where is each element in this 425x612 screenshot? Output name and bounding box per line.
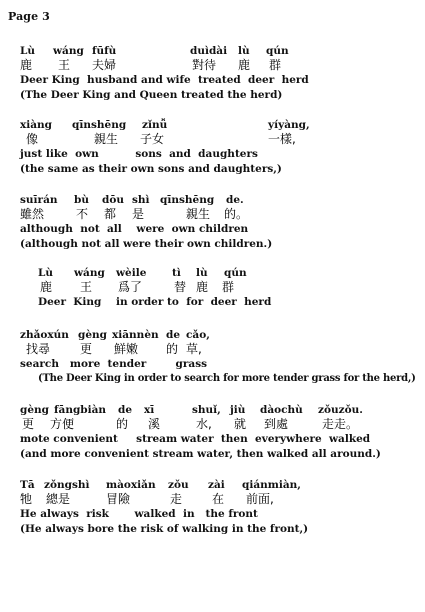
chinese-word: 親生 (186, 207, 211, 221)
pinyin-line (20, 193, 420, 207)
pinyin-word: qiánmiàn, (242, 479, 301, 491)
gloss-line: just like own sons and daughters (20, 148, 258, 160)
translation-line: (although not all were their own children.) (20, 237, 273, 250)
chinese-word: 更 (22, 417, 35, 431)
pinyin-word: zǒuzǒu. (318, 404, 363, 416)
pinyin-word: zǒngshì (44, 479, 90, 491)
verse-block-5 (20, 328, 425, 386)
pinyin-word: wáng (53, 45, 84, 57)
chinese-word: 像 (26, 132, 39, 146)
pinyin-word: de. (226, 194, 244, 206)
chinese-word: 雖然 (20, 207, 45, 221)
chinese-word: 替 (174, 280, 187, 294)
chinese-word: 就 (234, 417, 247, 431)
verse-block-7 (20, 478, 420, 536)
pinyin-word: lù (238, 45, 250, 57)
pinyin-word: xiānnèn (112, 329, 159, 341)
translation-line: (The Deer King in order to search for more tender grass for the herd,) (38, 372, 416, 384)
pinyin-word: qún (266, 45, 289, 57)
pinyin-word: màoxiǎn (106, 479, 156, 491)
chinese-word: 的 (166, 342, 179, 356)
pinyin-line (20, 118, 420, 132)
gloss-line: although not all were own children (20, 223, 249, 235)
pinyin-word: wáng (74, 267, 105, 279)
verse-block-1 (20, 44, 420, 102)
pinyin-word: zǒu (168, 479, 189, 491)
pinyin-word: wèile (116, 267, 147, 279)
chinese-line (20, 492, 420, 507)
gloss-line: search more tender grass (20, 358, 208, 370)
chinese-word: 牠 (20, 492, 33, 506)
chinese-word: 子女 (140, 132, 165, 146)
pinyin-word: bù (74, 194, 89, 206)
pinyin-word: zài (208, 479, 225, 491)
pinyin-word: jiù (230, 404, 246, 416)
chinese-word: 群 (222, 280, 235, 294)
chinese-word: 親生 (94, 132, 119, 146)
chinese-word: 更 (80, 342, 93, 356)
chinese-line (20, 417, 420, 432)
pinyin-word: fāngbiàn (54, 404, 107, 416)
pinyin-word: Tā (20, 479, 35, 491)
chinese-word: 到處 (264, 417, 289, 431)
pinyin-word: dàochù (260, 404, 303, 416)
pinyin-word: gèng (20, 404, 49, 416)
chinese-word: 草, (186, 342, 202, 356)
pinyin-word: Lù (38, 267, 54, 279)
pinyin-word: duìdài (190, 45, 228, 57)
chinese-word: 方便 (50, 417, 75, 431)
pinyin-word: qīnshēng (160, 194, 215, 206)
pinyin-word: xī (144, 404, 155, 416)
chinese-line (38, 280, 418, 295)
verse-block-3 (20, 193, 420, 251)
chinese-word: 是 (132, 207, 145, 221)
pinyin-word: shuǐ, (192, 404, 221, 416)
pinyin-word: fūfù (92, 45, 117, 57)
pinyin-word: tì (172, 267, 181, 279)
chinese-word: 鹿 (238, 58, 251, 72)
translation-line: (the same as their own sons and daughters,) (20, 162, 282, 175)
chinese-word: 鹿 (20, 58, 33, 72)
pinyin-line (38, 266, 418, 280)
pinyin-word: de (118, 404, 133, 416)
translation-line: (The Deer King and Queen treated the herd) (20, 88, 283, 101)
translation-line: (He always bore the risk of walking in the front,) (20, 522, 309, 535)
translation-line: (and more convenient stream water, then walked all around.) (20, 447, 381, 460)
pinyin-word: dōu (102, 194, 124, 206)
gloss-line: mote convenient stream water then everywhere walked (20, 433, 371, 445)
pinyin-line (20, 403, 420, 417)
chinese-word: 前面, (246, 492, 274, 506)
page-title: Page 3 (8, 10, 50, 23)
pinyin-word: gèng (78, 329, 107, 341)
chinese-word: 都 (104, 207, 117, 221)
chinese-word: 水, (196, 417, 212, 431)
chinese-word: 鮮嫩 (114, 342, 139, 356)
chinese-word: 王 (58, 58, 71, 72)
pinyin-word: suīrán (20, 194, 58, 206)
chinese-word: 夫婦 (92, 58, 117, 72)
chinese-word: 的。 (224, 207, 249, 221)
chinese-word: 不 (76, 207, 89, 221)
chinese-word: 溪 (148, 417, 161, 431)
chinese-word: 冒險 (106, 492, 131, 506)
pinyin-line (20, 478, 420, 492)
chinese-line (20, 207, 420, 222)
chinese-word: 的 (116, 417, 129, 431)
chinese-line (20, 58, 420, 73)
chinese-word: 總是 (46, 492, 71, 506)
chinese-word: 對待 (192, 58, 217, 72)
pinyin-word: yíyàng, (268, 119, 310, 131)
chinese-word: 在 (212, 492, 225, 506)
chinese-line (20, 342, 425, 357)
pinyin-line (20, 44, 420, 58)
chinese-word: 走走。 (322, 417, 359, 431)
chinese-word: 鹿 (196, 280, 209, 294)
gloss-line: Deer King husband and wife treated deer herd (20, 74, 309, 86)
chinese-word: 走 (170, 492, 183, 506)
verse-block-4 (38, 266, 418, 310)
pinyin-word: shì (132, 194, 150, 206)
gloss-line: He always risk walked in the front (20, 508, 258, 520)
chinese-word: 一樣, (268, 132, 296, 146)
chinese-word: 王 (80, 280, 93, 294)
pinyin-line (20, 328, 425, 342)
pinyin-word: de (166, 329, 181, 341)
pinyin-word: qún (224, 267, 247, 279)
chinese-word: 找尋 (26, 342, 51, 356)
pinyin-word: qīnshēng (72, 119, 127, 131)
chinese-word: 群 (269, 58, 282, 72)
verse-block-2 (20, 118, 420, 176)
pinyin-word: cǎo, (186, 329, 210, 341)
pinyin-word: lù (196, 267, 208, 279)
pinyin-word: zhǎoxún (20, 329, 69, 341)
chinese-line (20, 132, 420, 147)
pinyin-word: xiàng (20, 119, 53, 131)
chinese-word: 鹿 (40, 280, 53, 294)
pinyin-word: Lù (20, 45, 36, 57)
chinese-word: 爲了 (118, 280, 143, 294)
pinyin-word: zǐnǚ (142, 119, 168, 131)
gloss-line: Deer King in order to for deer herd (38, 296, 272, 308)
verse-block-6 (20, 403, 420, 461)
